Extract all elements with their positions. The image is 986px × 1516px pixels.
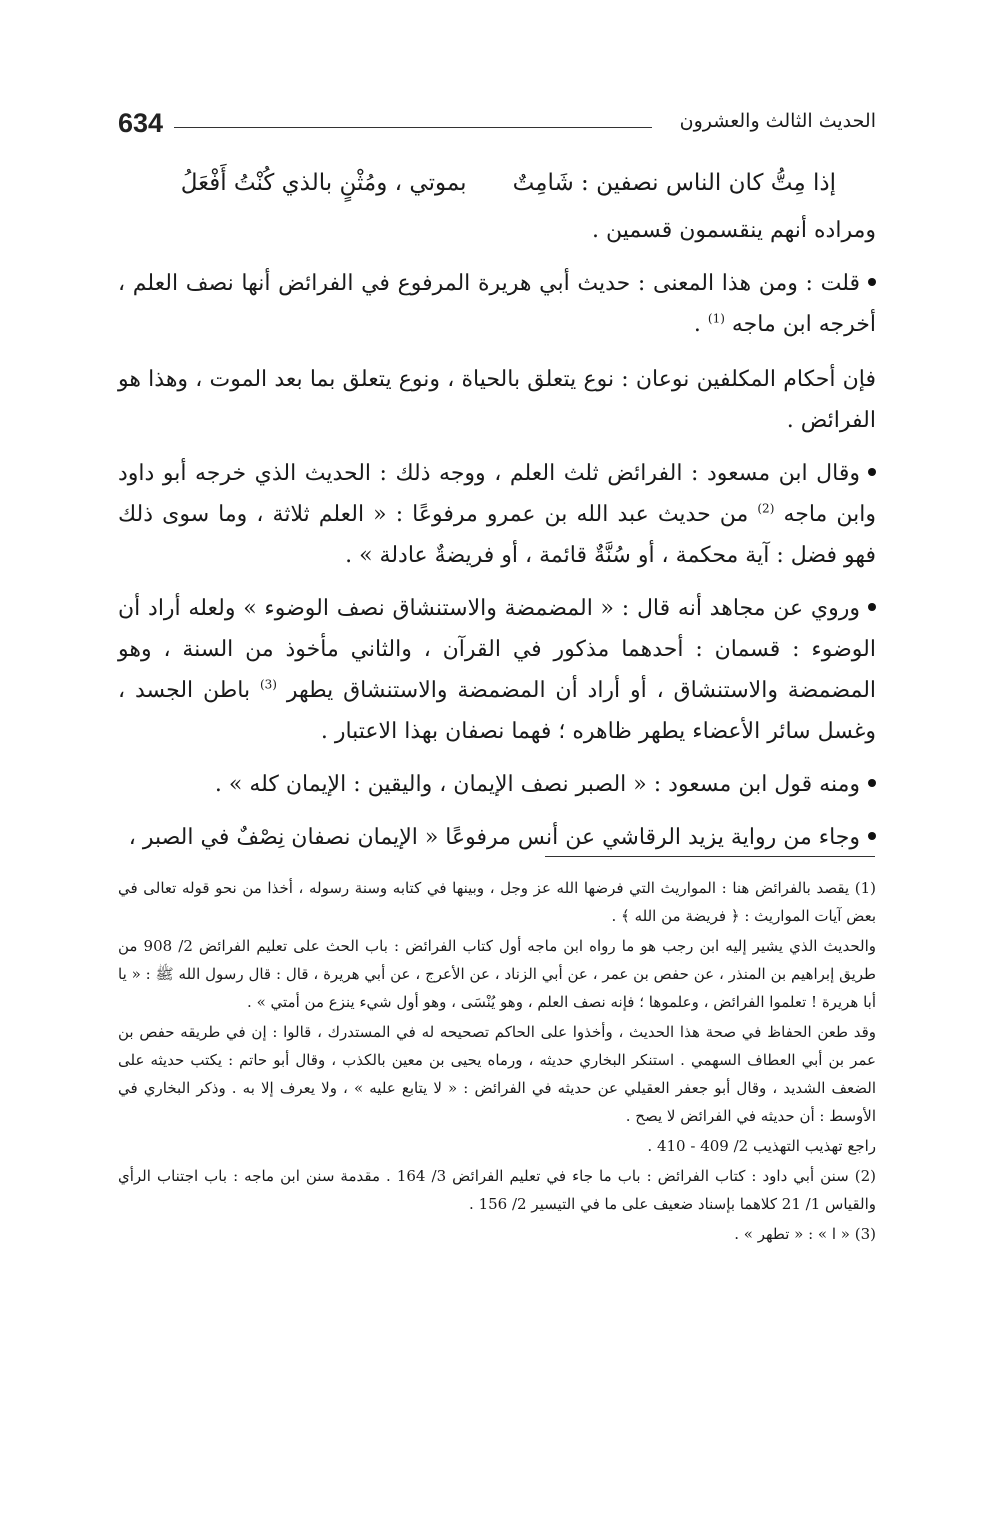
footnote-3: (3) « ا » : « تطهر » . <box>734 1225 876 1243</box>
bullet-icon <box>868 278 876 286</box>
page-header <box>118 108 876 148</box>
bullet-icon <box>868 832 876 840</box>
paragraph: ومراده أنهم ينقسمون قسمين . <box>592 218 876 243</box>
paragraph: وروي عن مجاهد أنه قال : « المضمضة والاستنشاق نصف الوضوء » ولعله أراد أن الوضوء : قسمان : أحدهما مذكور في القرآن ، والثاني مأخوذ من السنة ، وهو المضمضة والاستنشاق ، أو أراد أن المضمضة والاستنشاق يطهر $^{(3)}$ باطن الجسد ، وغسل سائر الأعضاء يطهر ظاهره ؛ فهما نصفان بهذا الاعتبار . <box>118 596 877 744</box>
page-number: 634 <box>118 108 164 138</box>
footnote-1-continued: والحديث الذي يشير إليه ابن رجب هو ما رواه ابن ماجه أول كتاب الفرائض : باب الحث على تعليم الفرائض 2/ 908 من طريق إبراهيم بن المنذر ، عن حفص بن عمر ، عن أبي الزناد ، عن الأعرج ، عن أبي هريرة ، قال : قال رسول الله ﷺ : « يا أبا هريرة ! تعلموا الفرائض ، وعلموها ؛ فإنه نصف العلم ، وهو يُنْسَى ، وهو أول شيء ينزع من أمتي » . <box>118 937 876 1011</box>
bullet-icon <box>868 779 876 787</box>
footnote-1: (1) يقصد بالفرائض هنا : المواريث التي فرضها الله عز وجل ، وبينها في كتابه وسنة رسوله ، أخذا من نحو قوله تعالى في بعض آيات المواريث : ﴿ فريضة من الله ﴾ . <box>118 879 876 925</box>
paragraph: قلت : ومن هذا المعنى : حديث أبي هريرة المرفوع في الفرائض أنها نصف العلم ، أخرجه ابن ماجه $^{(1)}$ . <box>118 271 876 337</box>
footnote-ref[interactable]: (3) <box>259 677 277 692</box>
footnote-2: (2) سنن أبي داود : كتاب الفرائض : باب ما جاء في تعليم الفرائض 3/ 164 . مقدمة سنن ابن ماجه : باب اجتناب الرأي والقياس 1/ 21 كلاهما بإسناد ضعيف على ما في التيسير 2/ 156 . <box>118 1167 876 1213</box>
footnote-1-reference: راجع تهذيب التهذيب 2/ 409 - 410 . <box>647 1137 876 1155</box>
bullet-icon <box>868 603 876 611</box>
running-title: الحديث الثالث والعشرون <box>679 110 876 132</box>
poem-verse <box>118 156 876 210</box>
footnote-ref[interactable]: (2) <box>757 501 775 516</box>
header-rule <box>174 127 652 128</box>
verse-second-half: بموتي ، ومُثْنٍ بالذي كُنْتُ أَفْعَلُ <box>180 170 467 196</box>
paragraph: وجاء من رواية يزيد الرقاشي عن أنس مرفوعًا « الإيمان نصفان نِصْفٌ في الصبر ، <box>118 817 876 858</box>
paragraph: فإن أحكام المكلفين نوعان : نوع يتعلق بالحياة ، ونوع يتعلق بما بعد الموت ، وهذا هو الفرائض . <box>118 367 876 433</box>
paragraph: وقال ابن مسعود : الفرائض ثلث العلم ، ووجه ذلك : الحديث الذي خرجه أبو داود وابن ماجه $^{(2)}$ من حديث عبد الله بن عمرو مرفوعًا : « العلم ثلاثة ، وما سوى ذلك فهو فضل : آية محكمة ، أو سُنَّةٌ قائمة ، أو فريضةٌ عادلة » . <box>118 461 877 568</box>
footnotes <box>118 874 876 1250</box>
footnote-ref[interactable]: (1) <box>707 311 725 326</box>
footnote-separator <box>545 856 875 857</box>
paragraph: ومنه قول ابن مسعود : « الصبر نصف الإيمان ، واليقين : الإيمان كله » . <box>118 764 876 805</box>
bullet-icon <box>868 468 876 476</box>
main-text <box>118 156 876 870</box>
footnote-1-continued: وقد طعن الحفاظ في صحة هذا الحديث ، وأخذوا على الحاكم تصحيحه له في المستدرك ، قالوا : إن في طريقه حفص بن عمر بن أبي العطاف السهمي . استنكر البخاري حديثه ، ورماه يحيى بن معين بالكذب ، وقال أبو حاتم : يكتب حديثه على الضعف الشديد ، وقال أبو جعفر العقيلي عن حديثه في الفرائض : « لا يتابع عليه » ، ولا يعرف إلا به . وذكر البخاري في الأوسط : أن حديثه في الفرائض لا يصح . <box>118 1023 876 1125</box>
verse-first-half: إذا مِتُّ كان الناس نصفين : شَامِتٌ <box>512 170 836 196</box>
